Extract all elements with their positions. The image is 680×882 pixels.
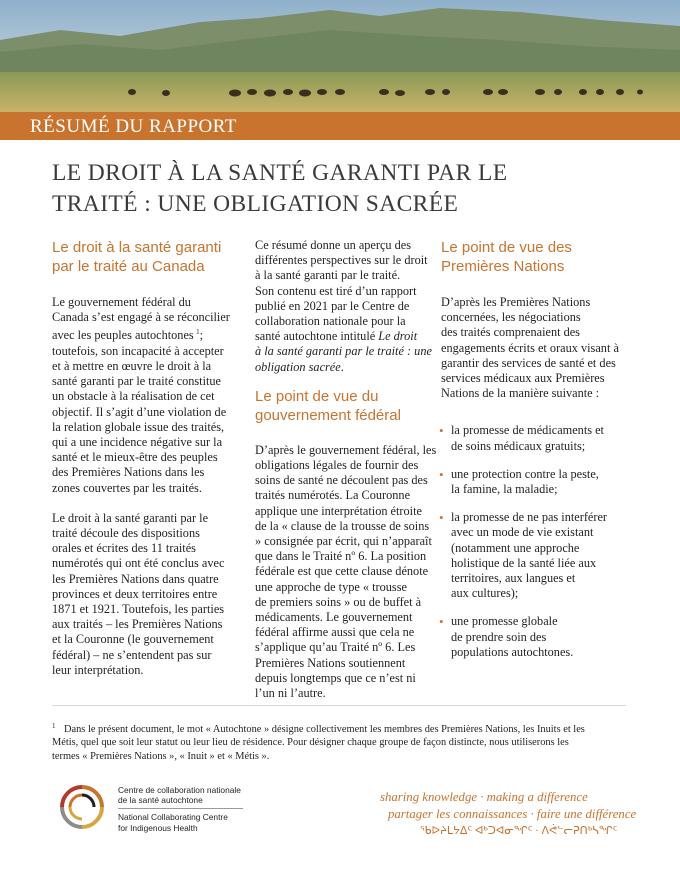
nccih-circle-logo-icon (58, 783, 106, 831)
text-fragment: santé autochtone intitulé (255, 329, 376, 344)
paragraph (441, 295, 631, 401)
text-line: 1871 et 1921. Toutefois, les parties (52, 601, 225, 616)
logo-text (118, 785, 243, 833)
tagline-line: partager les connaissances · faire une différence (388, 807, 637, 821)
text-line: numérotés qui ont été conclus avec (52, 556, 225, 571)
text-line (255, 329, 435, 344)
promise-list (441, 423, 631, 660)
text-line: provinces et deux territoires entre (52, 586, 218, 601)
heading-line: gouvernement fédéral (255, 406, 401, 424)
report-title-fragment: Le droit (378, 329, 418, 344)
logo-line: Centre de collaboration nationale (118, 785, 241, 795)
heading-line: Le point de vue des (441, 239, 572, 256)
text-line: santé garanti par le traité constitue (52, 374, 222, 389)
text-line: holistique de la santé liée aux (451, 555, 597, 570)
text-line: objectif. Il s’agit d’une violation de (52, 404, 227, 419)
heading-line: Le droit à la santé garanti (52, 239, 222, 256)
section-heading (255, 387, 435, 425)
text-line: avec un mode de vie existant (451, 525, 594, 540)
text-line: Premières Nations soutiennent (255, 655, 406, 670)
heading-line: Premières Nations (441, 258, 565, 275)
text-line: • la promesse de médicaments et (451, 423, 604, 438)
text-line: les Premières Nations dans quatre (52, 571, 219, 586)
intro-paragraph (255, 238, 435, 375)
text-line: s’applique qu’au Traité nº 6. Les (255, 640, 416, 655)
text-line: qui a une incidence négative sur la (52, 434, 223, 449)
footnote-ref: 1 (196, 328, 200, 337)
text-line: l’un ni l’autre. (255, 686, 326, 701)
text-line: toutefois, son incapacité à accepter (52, 343, 224, 358)
text-line: Son contenu est tiré d’un rapport (255, 283, 417, 298)
text-line: collaboration nationale pour la (255, 314, 406, 329)
text-line: de prendre soin des (451, 629, 547, 644)
column-3 (441, 238, 631, 660)
text-line: fédéral) – ne s’entendent pas sur (52, 647, 212, 662)
banner-label: RÉSUMÉ DU RAPPORT (30, 116, 237, 137)
text-line: populations autochtones. (451, 644, 574, 659)
text-line: aux traités – les Premières Nations (52, 617, 223, 632)
list-item (441, 423, 631, 453)
text-line: • une protection contre la peste, (451, 466, 599, 481)
text-line: zones couvertes par les traités. (52, 480, 202, 495)
report-title-fragment: obligation sacrée (255, 359, 341, 374)
title-line: TRAITÉ : UNE OBLIGATION SACRÉE (52, 191, 459, 217)
title-line: LE DROIT À LA SANTÉ GARANTI PAR LE (52, 160, 508, 186)
text-line: Canada s’est engagé à se réconcilier (52, 310, 230, 325)
text-line: Le droit à la santé garanti par le (52, 510, 209, 525)
text-line: (notamment une approche (451, 540, 580, 555)
text-line: différentes perspectives sur le droit (255, 253, 428, 268)
list-item (441, 510, 631, 601)
text-line: des traités comprenaient des (441, 325, 580, 340)
text-line: des Premières Nations dans les (52, 465, 205, 480)
text-line: et à mettre en œuvre le droit à la (52, 358, 212, 373)
report-title-fragment: à la santé garanti par le traité : une (255, 344, 432, 359)
paragraph (255, 443, 435, 701)
footnote-marker: 1 (52, 722, 56, 730)
section-heading (52, 238, 237, 276)
tagline (380, 789, 636, 840)
text-line: • la promesse de ne pas interférer (451, 510, 608, 525)
text-line: garantir des services de santé et des (441, 355, 616, 370)
text-line: fédérale est que cette clause dénote (255, 564, 429, 579)
section-heading (441, 238, 631, 276)
column-1 (52, 238, 237, 678)
text-line: applique une interprétation étroite (255, 503, 422, 518)
footnote (52, 723, 632, 763)
paragraph (52, 295, 237, 496)
text-line: soins de santé ne découlent pas des (255, 473, 428, 488)
tagline-line: sharing knowledge · making a difference (380, 790, 588, 804)
text-line: concernées, les négociations (441, 310, 581, 325)
text-line: depuis longtemps que ce n’est ni (255, 670, 416, 685)
text-line: un obstacle à la réalisation de cet (52, 389, 215, 404)
text-line: la relation globale issue des traités, (52, 419, 225, 434)
text-line: territoires, aux langues et (451, 571, 576, 586)
text-line: de premiers soins » ou de buffet à (255, 594, 422, 609)
text-line: de la « clause de la trousse de soins (255, 518, 430, 533)
text-line: engagements écrits et oraux visant à (441, 340, 619, 355)
text-line: • une promesse globale (451, 614, 558, 629)
report-summary-banner (0, 112, 680, 140)
logo-line: National Collaborating Centre (118, 812, 228, 823)
text-line (255, 344, 435, 359)
text-line: D’après les Premières Nations (441, 295, 591, 309)
text-line: Nations de la manière suivante : (441, 386, 600, 401)
text-line: services médicaux aux Premières (441, 371, 605, 386)
page-title (52, 158, 652, 220)
text-line: santé et le mieux-être des peuples (52, 450, 218, 465)
text-line: orales et écrites des 11 traités (52, 541, 196, 556)
text-line: traités numérotés. La Couronne (255, 488, 411, 503)
footnote-line: Métis, quel que soit leur statut ou leur lieu de résidence. Pour désigner chaque groupe de façon distincte, nous utiliserons les (52, 737, 569, 749)
text-line: publié en 2021 par le Centre de (255, 298, 410, 313)
text-line: de soins médicaux gratuits; (451, 438, 586, 453)
text-line: traité découle des dispositions (52, 525, 200, 540)
text-line (255, 360, 435, 375)
text-line: et la Couronne (le gouvernement (52, 632, 214, 647)
text-line: une approche de type « trousse (255, 579, 407, 594)
text-line: aux cultures); (451, 586, 519, 601)
text-fragment: . (340, 359, 344, 374)
text-line: » consignée par écrit, qui n’apparaît (255, 534, 432, 549)
list-item (441, 467, 631, 497)
text-line: D’après le gouvernement fédéral, les (255, 442, 437, 457)
text-fragment: ; (199, 328, 204, 343)
text-fragment: avec les peuples autochtones (52, 328, 194, 343)
column-2 (255, 238, 435, 701)
text-line: fédéral affirme aussi que cela ne (255, 625, 415, 640)
text-line (52, 325, 237, 343)
heading-line: Le point de vue du (255, 387, 379, 405)
text-line: médicaments. Le gouvernement (255, 610, 413, 625)
footnote-line: Dans le présent document, le mot « Autochtone » désigne collectivement les membres des Premières Nations, les Inuits et les (64, 724, 585, 735)
footnote-line: termes « Premières Nations », « Inuit » et « Métis ». (52, 750, 270, 762)
text-line: à la santé garanti par le traité. (255, 268, 401, 283)
text-line: obligations légales de fournir des (255, 458, 419, 473)
text-line: Ce résumé donne un aperçu des (255, 238, 412, 252)
logo-divider (118, 808, 243, 809)
text-line: leur interprétation. (52, 662, 144, 677)
text-line: Le gouvernement fédéral du (52, 295, 191, 309)
text-line: que dans le Traité nº 6. La position (255, 549, 427, 564)
footnote-divider (52, 705, 626, 706)
list-item (441, 614, 631, 660)
bison-prairie-photo (0, 0, 680, 112)
paragraph (52, 511, 237, 678)
logo-line: for Indigenous Health (118, 822, 198, 833)
logo-line: de la santé autochtone (118, 795, 203, 806)
heading-line: par le traité au Canada (52, 258, 205, 275)
text-line: la famine, la maladie; (451, 482, 558, 497)
tagline-line: ᖃᐅᔨᒪᔭᐃᑦ ᐊᒃᑐᐊᓂᖏᑦ · ᐱᕚᓪᓕᕈᑎᒃᓴᖏᑦ (420, 825, 618, 837)
